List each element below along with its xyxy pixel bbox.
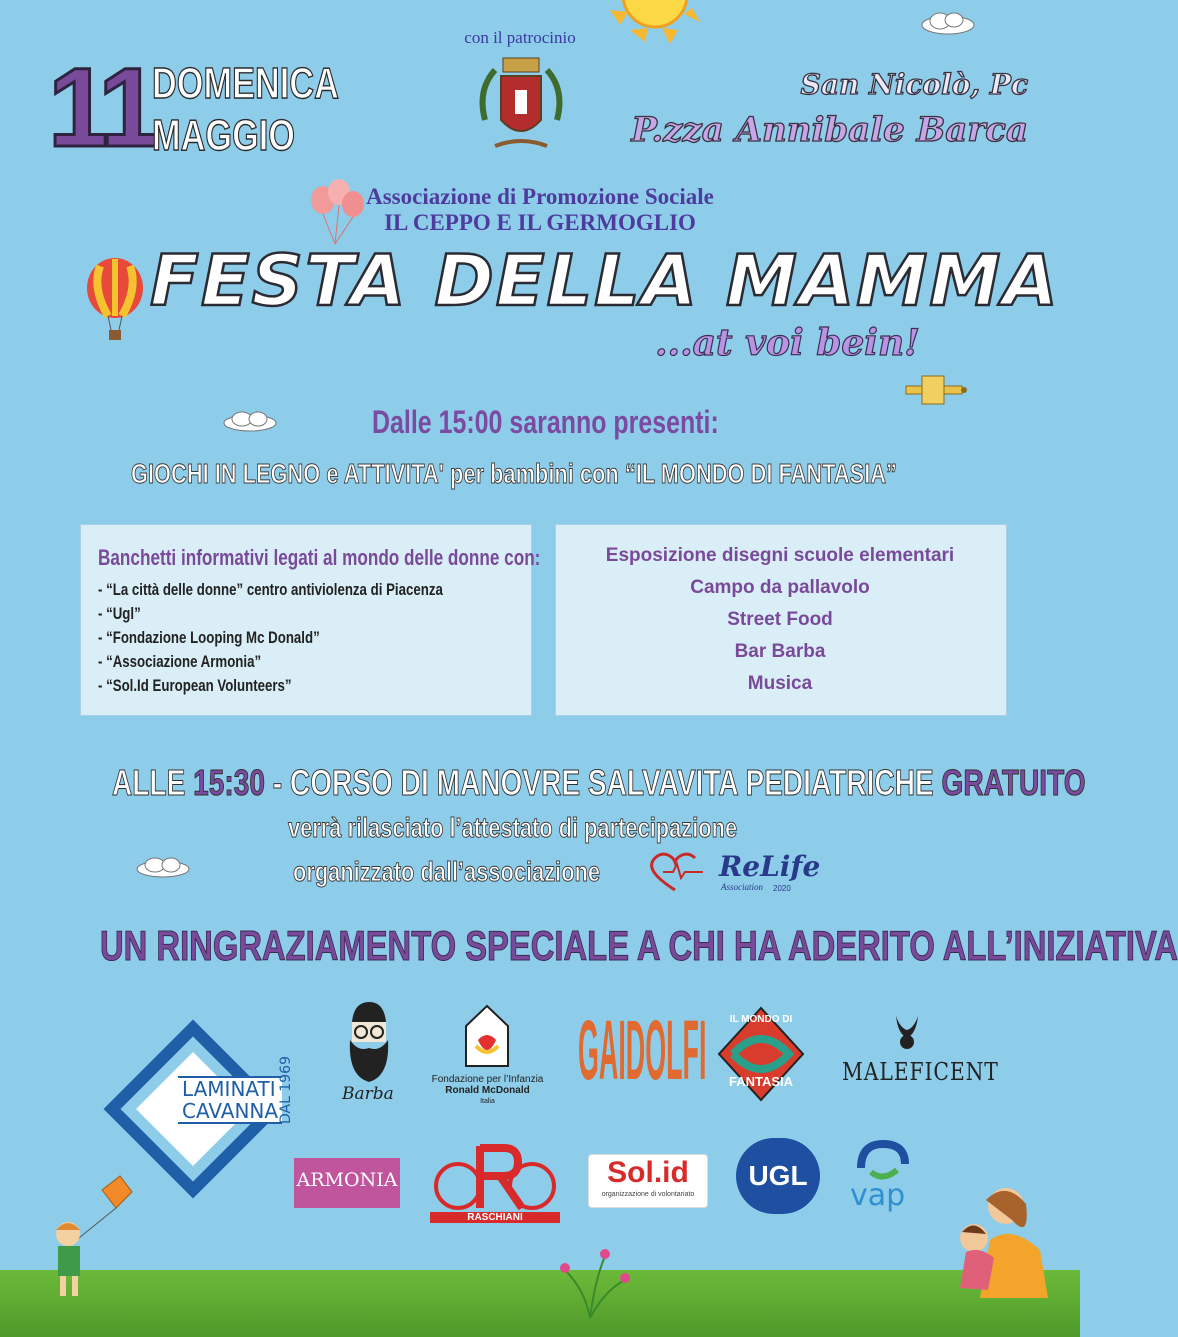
sponsor-armonia — [294, 1158, 400, 1208]
program-start: Dalle 15:00 saranno presenti: — [372, 404, 719, 440]
place-town: San Nicolò, Pc — [800, 68, 1028, 101]
heart-icon — [645, 850, 705, 894]
sponsor-ugl — [736, 1138, 820, 1214]
maleficent-label: MALEFICENT — [842, 1058, 999, 1086]
sponsor-maleficent — [840, 1014, 999, 1094]
relife-year: 2020 — [773, 884, 791, 893]
list-item: - “Ugl” — [98, 604, 141, 623]
ronald-line1: Fondazione per l’Infanzia — [431, 1074, 544, 1085]
fantasia-line2: FANTASIA — [728, 1074, 794, 1089]
flowers-icon — [545, 1240, 635, 1320]
list-item: - “Associazione Armonia” — [98, 652, 262, 671]
cloud-icon — [918, 10, 978, 36]
course-line — [112, 762, 1086, 804]
list-item: Esposizione disegni scuole elementari — [605, 545, 955, 566]
cloud-icon — [133, 854, 193, 880]
raschiani-label: RASCHIANI — [430, 1212, 560, 1223]
ronald-line2: Ronald McDonald — [445, 1085, 530, 1096]
coat-of-arms-icon — [475, 50, 567, 162]
list-item: Musica — [747, 673, 813, 694]
program-games: GIOCHI IN LEGNO e ATTIVITA' per bambini con “IL MONDO DI FANTASIA” — [131, 458, 897, 489]
bicycle-icon — [430, 1138, 560, 1214]
relife-logo — [645, 850, 821, 896]
list-item: Street Food — [727, 609, 833, 630]
cloud-icon — [220, 408, 280, 434]
event-title: FESTA DELLA MAMMA — [150, 240, 1060, 322]
ugl-label: UGL — [748, 1160, 808, 1191]
vap-label: vap — [850, 1178, 906, 1213]
armonia-label: ARMONIA — [296, 1169, 398, 1191]
relife-sub: Association — [721, 882, 763, 892]
solid-label: Sol.id — [607, 1156, 689, 1189]
event-day: 11 — [48, 45, 155, 170]
event-subtitle: ...at voi bein! — [655, 322, 920, 364]
event-month: MAGGIO — [152, 111, 295, 160]
sponsor-laminati-cavanna — [108, 1024, 313, 1194]
list-item: - “Fondazione Looping Mc Donald” — [98, 628, 320, 647]
girl-kite-icon — [40, 1172, 140, 1302]
course-title: - CORSO DI MANOVRE SALVAVITA PEDIATRICHE — [272, 762, 934, 803]
bearded-man-icon — [340, 1000, 398, 1084]
place-square: P.zza Annibale Barca — [631, 110, 1028, 150]
sponsor-solid — [588, 1154, 708, 1208]
fantasia-line1: IL MONDO DI — [729, 1014, 793, 1025]
airplane-icon — [900, 372, 970, 410]
course-free: GRATUITO — [941, 762, 1086, 803]
course-time: 15:30 — [193, 762, 265, 803]
laminati-line2: CAVANNA — [182, 1099, 279, 1123]
list-item: Campo da pallavolo — [690, 577, 870, 598]
patronage-label: con il patrocinio — [464, 28, 576, 47]
certificate-note: verrà rilasciato l’attestato di partecipazione — [288, 812, 738, 843]
ronald-house-icon — [462, 1000, 512, 1070]
solid-sub: organizzazione di volontariato — [601, 1191, 695, 1198]
event-weekday: DOMENICA — [152, 59, 339, 108]
laminati-line1: LAMINATI — [182, 1077, 276, 1101]
association-name: IL CEPPO E IL GERMOGLIO — [384, 210, 696, 235]
thanks-banner: UN RINGRAZIAMENTO SPECIALE A CHI HA ADERITO ALL’INIZIATIVA — [100, 922, 1178, 969]
list-item: Bar Barba — [734, 641, 826, 662]
barba-label: Barba — [342, 1084, 394, 1104]
horns-icon — [892, 1014, 922, 1050]
sun-icon — [600, 0, 710, 60]
relife-name: ReLife — [719, 850, 821, 883]
list-item: - “La città delle donne” centro antiviolenza di Piacenza — [98, 580, 443, 599]
sponsor-gaidolfi — [578, 1003, 707, 1097]
list-item: - “Sol.Id European Volunteers” — [98, 676, 292, 695]
hot-air-balloon-icon — [84, 258, 146, 344]
mother-child-icon — [940, 1180, 1060, 1310]
info-stands-title: Banchetti informativi legati al mondo delle donne con: — [98, 545, 541, 570]
organized-by: organizzato dall’associazione — [293, 856, 601, 887]
sponsor-raschiani — [430, 1138, 560, 1228]
ronald-line3: Italia — [480, 1098, 495, 1105]
sponsor-mondo-fantasia — [715, 1004, 807, 1104]
laminati-since: DAL 1969 — [278, 1056, 294, 1124]
course-prefix: ALLE — [112, 762, 186, 803]
sponsor-barba — [340, 1000, 398, 1110]
grass-ground — [0, 1270, 1080, 1337]
sponsor-ronald-mcdonald — [420, 1000, 555, 1106]
sponsor-vap — [848, 1138, 918, 1220]
association-type: Associazione di Promozione Sociale — [366, 184, 714, 209]
gaidolfi-label: GAIDOLFI — [578, 1003, 707, 1097]
